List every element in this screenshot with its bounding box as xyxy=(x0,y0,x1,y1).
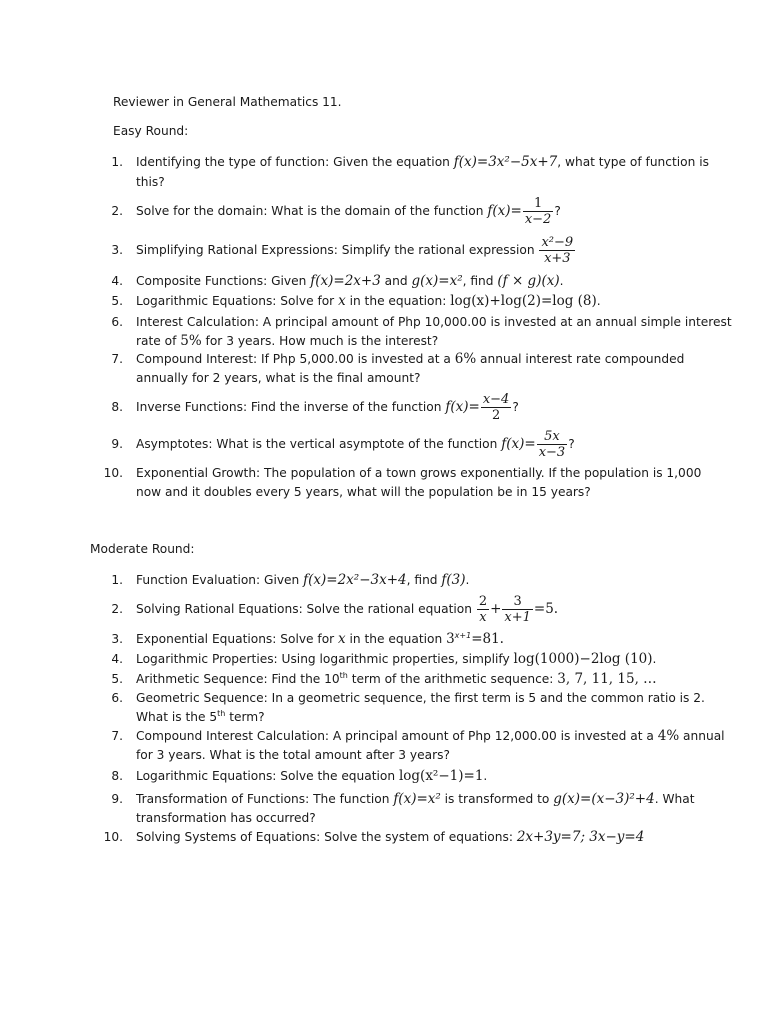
moderate-item-9: Transformation of Functions: The function f(x)=x² is transformed to g(x)=(x−3)²+4. What xyxy=(136,791,695,807)
easy-item-1: Identifying the type of function: Given the equation f(x)=3x²−5x+7, what type of function is xyxy=(136,154,709,170)
easy-item-8-fraction: $\frac{x-4}{2}$ xyxy=(482,392,510,423)
moderate-item-6-cont: What is the 5th term? xyxy=(136,709,265,724)
easy-item-2: Solve for the domain: What is the domain of the function f(x)= $\frac{1}{x-2}$ ? xyxy=(136,196,561,227)
moderate-item-4-number: 4. xyxy=(111,652,123,666)
moderate-item-2-fraction-2: $\frac{3}{x+1}$ xyxy=(504,594,531,625)
easy-item-7-number: 7. xyxy=(111,352,123,366)
easy-item-5-number: 5. xyxy=(111,294,123,308)
easy-item-3: Simplifying Rational Expressions: Simplify the rational expression $\frac{\text{x²−9}}{x+3}$ xyxy=(136,235,574,266)
easy-item-9-number: 9. xyxy=(111,437,123,451)
moderate-round-heading: Moderate Round: xyxy=(90,542,195,556)
moderate-item-2: Solving Rational Equations: Solve the rational equation $\frac{2}{x}$ + $\frac{3}{x+1}$ =5. xyxy=(136,594,559,625)
moderate-item-7: Compound Interest Calculation: A principal amount of Php 12,000.00 is invested at a 4% annual xyxy=(136,728,725,744)
easy-item-10: Exponential Growth: The population of a town grows exponentially. If the population is 1,000 xyxy=(136,466,702,480)
easy-item-2-fraction: $\frac{1}{x-2}$ xyxy=(524,196,552,227)
moderate-item-5: Arithmetic Sequence: Find the 10th term of the arithmetic sequence: 3, 7, 11, 15, … xyxy=(136,671,657,687)
moderate-item-7-cont: for 3 years. What is the total amount after 3 years? xyxy=(136,748,450,762)
easy-item-1-number: 1. xyxy=(111,155,123,169)
easy-item-10-cont: now and it doubles every 5 years, what will the population be in 15 years? xyxy=(136,485,591,499)
moderate-item-1-number: 1. xyxy=(111,573,123,587)
easy-item-3-number: 3. xyxy=(111,243,123,257)
easy-item-1-math: f(x)=3x²−5x+7 xyxy=(453,154,558,170)
easy-item-9-fraction: $\frac{5x}{x-3}$ xyxy=(538,429,566,460)
easy-item-9: Asymptotes: What is the vertical asymptote of the function f(x)= $\frac{5x}{x-3}$ ? xyxy=(136,429,575,460)
easy-item-3-fraction: $\frac{\text{x²−9}}{x+3}$ xyxy=(541,235,574,266)
easy-item-4-number: 4. xyxy=(111,274,123,288)
moderate-item-5-number: 5. xyxy=(111,672,123,686)
moderate-item-10-number: 10. xyxy=(103,830,123,844)
document-title: Reviewer in General Mathematics 11. xyxy=(113,95,342,109)
moderate-item-2-number: 2. xyxy=(111,602,123,616)
easy-item-6-number: 6. xyxy=(111,315,123,329)
easy-item-6-cont: rate of 5% for 3 years. How much is the interest? xyxy=(136,333,439,349)
moderate-item-3-number: 3. xyxy=(111,632,123,646)
easy-item-5: Logarithmic Equations: Solve for x in the equation: log(x)+log(2)=log (8). xyxy=(136,293,601,309)
moderate-item-9-number: 9. xyxy=(111,792,123,806)
moderate-item-8: Logarithmic Equations: Solve the equation log(x²−1)=1. xyxy=(136,768,488,784)
easy-item-7-cont: annually for 2 years, what is the final amount? xyxy=(136,371,421,385)
easy-item-4: Composite Functions: Given f(x)=2x+3 and g(x)=x², find (f × g)(x). xyxy=(136,273,564,289)
moderate-item-8-number: 8. xyxy=(111,769,123,783)
easy-item-8-number: 8. xyxy=(111,400,123,414)
easy-item-8: Inverse Functions: Find the inverse of the function f(x)= $\frac{x-4}{2}$ ? xyxy=(136,392,519,423)
easy-item-2-number: 2. xyxy=(111,204,123,218)
moderate-item-6: Geometric Sequence: In a geometric sequence, the first term is 5 and the common ratio is 2. xyxy=(136,691,705,705)
easy-item-7: Compound Interest: If Php 5,000.00 is invested at a 6% annual interest rate compounded xyxy=(136,351,685,367)
moderate-item-3: Exponential Equations: Solve for x in the equation $3^{x+1}=81$. xyxy=(136,631,504,647)
easy-item-10-number: 10. xyxy=(103,466,123,480)
moderate-item-10: Solving Systems of Equations: Solve the system of equations: 2x+3y=7; 3x−y=4 xyxy=(136,829,645,845)
easy-round-heading: Easy Round: xyxy=(113,124,189,138)
moderate-item-1: Function Evaluation: Given f(x)=2x²−3x+4, find f(3). xyxy=(136,572,470,588)
moderate-item-4: Logarithmic Properties: Using logarithmic properties, simplify log(1000)−2log (10). xyxy=(136,651,657,667)
moderate-item-2-fraction-1: $\frac{2}{x}$ xyxy=(478,594,488,625)
moderate-item-9-cont: transformation has occurred? xyxy=(136,811,316,825)
moderate-item-7-number: 7. xyxy=(111,729,123,743)
easy-item-6: Interest Calculation: A principal amount of Php 10,000.00 is invested at an annual simple interest xyxy=(136,315,732,329)
moderate-item-6-number: 6. xyxy=(111,691,123,705)
easy-item-1-cont: this? xyxy=(136,175,165,189)
